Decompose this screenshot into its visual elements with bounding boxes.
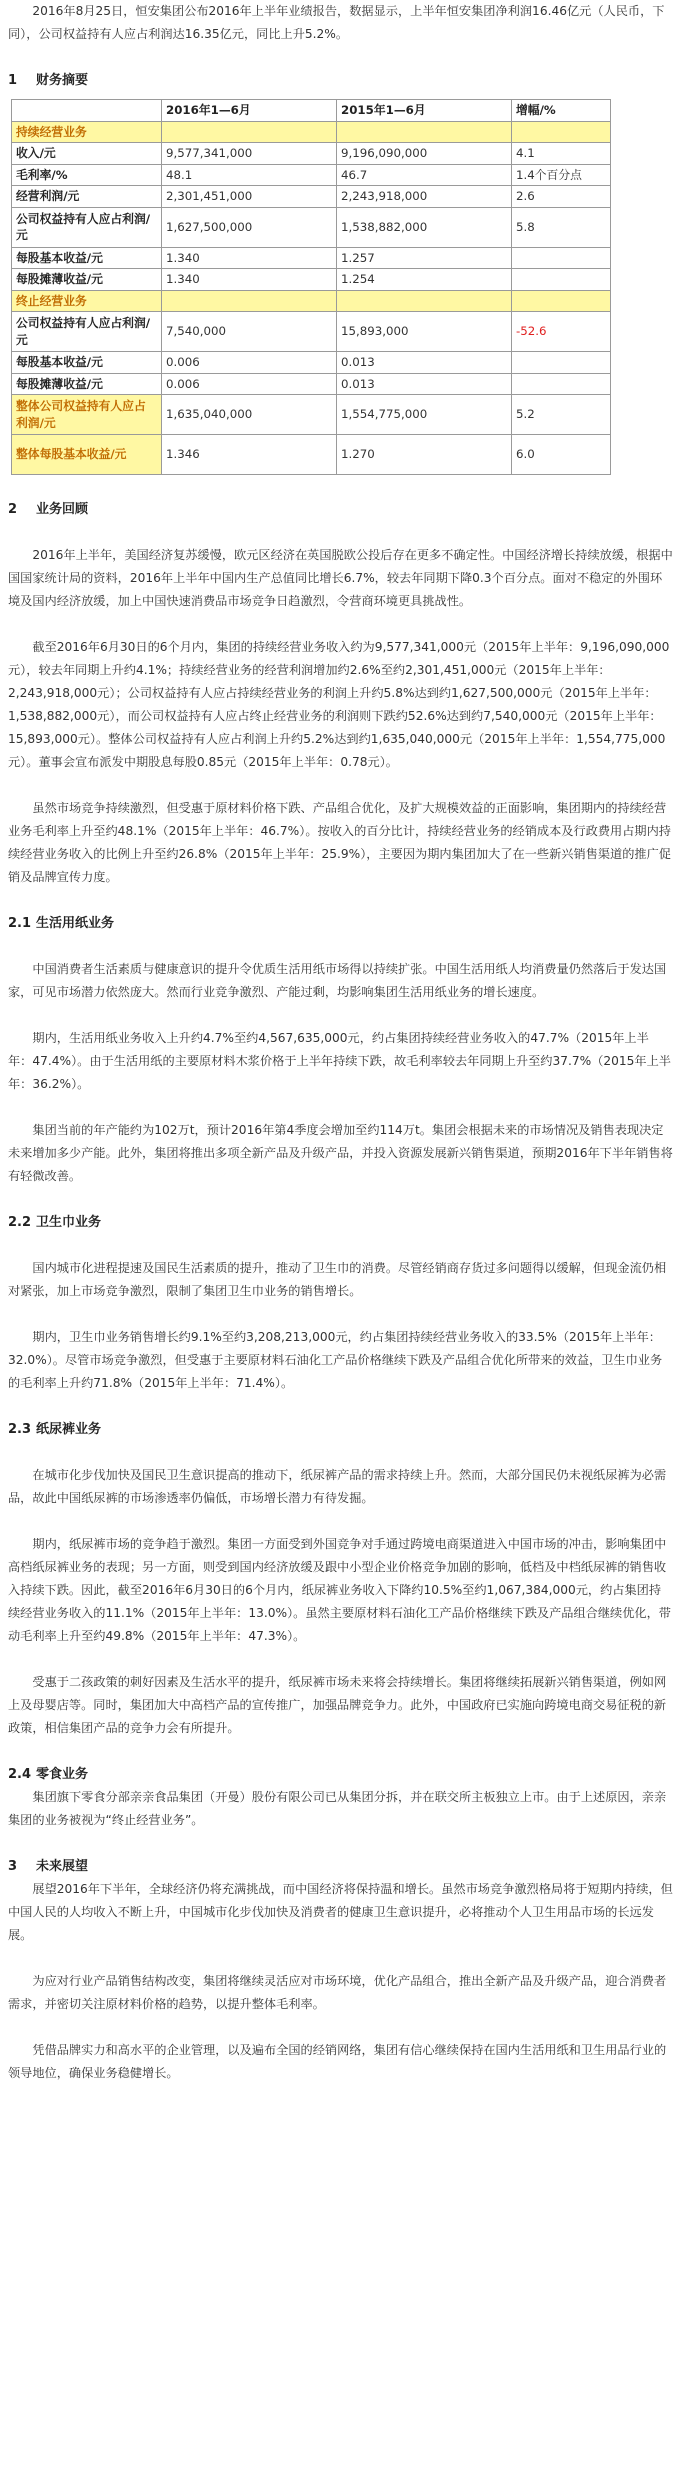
paragraph: 受惠于二孩政策的刺好因素及生活水平的提升，纸尿裤市场未来将会持续增长。集团将继续拓展新兴销售渠道，例如网上及母婴店等。同时，集团加大中高档产品的宣传推广，加强品牌竞争力。此外，中国政府已实施向跨境电商交易征税的新政策，相信集团产品的竞争力会有所提升。 [8, 1675, 667, 1735]
section-heading-sanitary-napkin [8, 1211, 673, 1234]
value-cell: 2,243,918,000 [337, 186, 512, 208]
value-cell [512, 247, 611, 269]
section-heading-outlook [8, 1855, 673, 1878]
value-cell: 0.006 [162, 373, 337, 395]
paragraph: 2016年上半年，美国经济复苏缓慢，欧元区经济在英国脱欧公投后存在更多不确定性。中国经济增长持续放缓，根据中国国家统计局的资料，2016年上半年中国内生产总值同比增长6.7%，较去年同期下降0.3个百分点。面对不稳定的外围环境及国内经济放缓，加上中国快速消费品市场竞争日趋激烈，令营商环境更具挑战性。 [8, 548, 673, 608]
paragraph: 期内，生活用纸业务收入上升约4.7%至约4,567,635,000元，约占集团持续经营业务收入的47.7%（2015年上半年：47.4%）。由于生活用纸的主要原材料木浆价格于上半年持续下跌，故毛利率较去年同期上升至约37.7%（2015年上半年：36.2%）。 [8, 1031, 671, 1091]
value-cell [512, 373, 611, 395]
table-row [12, 164, 611, 186]
header-cell: 2016年1—6月 [162, 100, 337, 122]
paragraph: 展望2016年下半年，全球经济仍将充满挑战，而中国经济将保持温和增长。虽然市场竞争激烈格局将于短期内持续，但中国人民的人均收入不断上升，中国城市化步伐加快及消费者的健康卫生意识提升，必将推动个人卫生用品市场的长远发展。 [8, 1882, 673, 1942]
paragraph: 集团旗下零食分部亲亲食品集团（开曼）股份有限公司已从集团分拆，并在联交所主板独立上市。由于上述原因，亲亲集团的业务被视为“终止经营业务”。 [8, 1790, 667, 1827]
value-cell [512, 352, 611, 374]
value-cell [512, 290, 611, 312]
section-number: 2.2 [8, 1215, 32, 1230]
value-cell [512, 121, 611, 143]
section-title: 纸尿裤业务 [36, 1422, 102, 1437]
financial-summary-table [11, 99, 611, 475]
paragraph: 虽然市场竞争持续激烈，但受惠于原材料价格下跌、产品组合优化，及扩大规模效益的正面影响，集团期内的持续经营业务毛利率上升至约48.1%（2015年上半年：46.7%）。按收入的百分比计，持续经营业务的经销成本及行政费用占期内持续经营业务收入的比例上升至约26.8%（2015年上半年：25.9%），主要因为期内集团加大了在一些新兴销售渠道的推广促销及品牌宣传力度。 [8, 801, 671, 884]
row-label-cell: 公司权益持有人应占利润/元 [12, 207, 162, 247]
intro-paragraph: 2016年8月25日，恒安集团公布2016年上半年业绩报告，数据显示，上半年恒安集团净利润16.46亿元（人民币，下同），公司权益持有人应占利润达16.35亿元，同比上升5.2%。 [8, 4, 665, 41]
value-cell: 6.0 [512, 435, 611, 475]
value-cell: 0.013 [337, 373, 512, 395]
row-label-cell: 每股摊薄收益/元 [12, 373, 162, 395]
value-cell: 0.013 [337, 352, 512, 374]
table-row [12, 312, 611, 352]
value-cell: 15,893,000 [337, 312, 512, 352]
table-row [12, 143, 611, 165]
value-cell: 1,627,500,000 [162, 207, 337, 247]
value-cell: 1,554,775,000 [337, 395, 512, 435]
value-cell: 1.340 [162, 247, 337, 269]
section-number: 2.1 [8, 916, 32, 931]
section-number: 3 [8, 1859, 18, 1874]
header-cell: 2015年1—6月 [337, 100, 512, 122]
section-body [8, 958, 673, 1211]
header-cell [12, 100, 162, 122]
value-cell: 7,540,000 [162, 312, 337, 352]
section-title: 生活用纸业务 [36, 916, 115, 931]
header-cell: 增幅/% [512, 100, 611, 122]
section-body [8, 544, 673, 912]
section-heading-financial-summary [8, 69, 673, 92]
row-label-cell: 收入/元 [12, 143, 162, 165]
value-cell: 46.7 [337, 164, 512, 186]
paragraph: 在城市化步伐加快及国民卫生意识提高的推动下，纸尿裤产品的需求持续上升。然而，大部分国民仍未视纸尿裤为必需品，故此中国纸尿裤的市场渗透率仍偏低，市场增长潜力有待发掘。 [8, 1468, 667, 1505]
value-cell: 1.254 [337, 269, 512, 291]
section-title: 未来展望 [36, 1859, 89, 1874]
table-row [12, 395, 611, 435]
section-body [8, 1257, 673, 1418]
value-cell: 9,196,090,000 [337, 143, 512, 165]
value-cell: 1.340 [162, 269, 337, 291]
value-cell [512, 269, 611, 291]
section-body [8, 1786, 673, 1855]
paragraph: 凭借品牌实力和高水平的企业管理，以及遍布全国的经销网络，集团有信心继续保持在国内生活用纸和卫生用品行业的领导地位，确保业务稳健增长。 [8, 2043, 667, 2080]
section-number: 2.3 [8, 1422, 32, 1437]
paragraph: 集团当前的年产能约为102万t，预计2016年第4季度会增加至约114万t。集团会根据未来的市场情况及销售表现决定未来增加多少产能。此外，集团将推出多项全新产品及升级产品，并投入资源发展新兴销售渠道，预期2016年下半年销售将有轻微改善。 [8, 1123, 673, 1183]
table-row [12, 373, 611, 395]
value-cell [162, 121, 337, 143]
value-cell [337, 290, 512, 312]
section-title: 财务摘要 [36, 73, 89, 88]
value-cell: 1.346 [162, 435, 337, 475]
section-title: 业务回顾 [36, 502, 89, 517]
value-cell: 48.1 [162, 164, 337, 186]
value-cell: 2,301,451,000 [162, 186, 337, 208]
table-row [12, 186, 611, 208]
value-cell [162, 290, 337, 312]
table-row [12, 435, 611, 475]
section-body [8, 1464, 673, 1763]
paragraph: 国内城市化进程提速及国民生活素质的提升，推动了卫生巾的消费。尽管经销商存货过多问题得以缓解，但现金流仍相对紧张，加上市场竞争激烈，限制了集团卫生巾业务的销售增长。 [8, 1261, 667, 1298]
value-cell: 1.270 [337, 435, 512, 475]
table-row [12, 247, 611, 269]
section-heading-tissue-paper [8, 912, 673, 935]
table-row [12, 290, 611, 312]
row-label-cell: 每股摊薄收益/元 [12, 269, 162, 291]
value-cell: -52.6 [512, 312, 611, 352]
row-label-cell: 持续经营业务 [12, 121, 162, 143]
section-title: 卫生巾业务 [36, 1215, 102, 1230]
section-body [8, 1878, 673, 2108]
section-number: 2 [8, 502, 18, 517]
table-row [12, 207, 611, 247]
table-header-row [12, 100, 611, 122]
value-cell: 5.2 [512, 395, 611, 435]
section-title: 零食业务 [36, 1767, 89, 1782]
value-cell: 5.8 [512, 207, 611, 247]
row-label-cell: 整体公司权益持有人应占利润/元 [12, 395, 162, 435]
row-label-cell: 整体每股基本收益/元 [12, 435, 162, 475]
table-row [12, 121, 611, 143]
value-cell: 4.1 [512, 143, 611, 165]
table-row [12, 269, 611, 291]
value-cell: 9,577,341,000 [162, 143, 337, 165]
row-label-cell: 毛利率/% [12, 164, 162, 186]
value-cell [337, 121, 512, 143]
row-label-cell: 公司权益持有人应占利润/元 [12, 312, 162, 352]
row-label-cell: 每股基本收益/元 [12, 247, 162, 269]
value-cell: 1,538,882,000 [337, 207, 512, 247]
value-cell: 1,635,040,000 [162, 395, 337, 435]
value-cell: 0.006 [162, 352, 337, 374]
paragraph: 为应对行业产品销售结构改变，集团将继续灵活应对市场环境，优化产品组合，推出全新产品及升级产品，迎合消费者需求，并密切关注原材料价格的趋势，以提升整体毛利率。 [8, 1974, 667, 2011]
section-heading-snacks [8, 1763, 673, 1786]
value-cell: 2.6 [512, 186, 611, 208]
value-cell: 1.4个百分点 [512, 164, 611, 186]
value-cell: 1.257 [337, 247, 512, 269]
section-heading-diapers [8, 1418, 673, 1441]
row-label-cell: 终止经营业务 [12, 290, 162, 312]
row-label-cell: 每股基本收益/元 [12, 352, 162, 374]
paragraph: 截至2016年6月30日的6个月内，集团的持续经营业务收入约为9,577,341,000元（2015年上半年：9,196,090,000元），较去年同期上升约4.1%；持续经营业务的经营利润增加约2.6%至约2,301,451,000元（2015年上半年：2,243,918,000元）；公司权益持有人应占持续经营业务的利润上升约5.8%达到约1,627,500,000元（2015年上半年：1,538,882,000元），而公司权益持有人应占终止经营业务的利润则下跌约52.6%达到约7,540,000元（2015年上半年：15,893,000元）。整体公司权益持有人应占利润上升约5.2%达到约1,635,040,000元（2015年上半年：1,554,775,000元）。董事会宣布派发中期股息每股0.85元（2015年上半年：0.78元）。 [8, 640, 670, 769]
row-label-cell: 经营利润/元 [12, 186, 162, 208]
section-number: 2.4 [8, 1767, 32, 1782]
table-row [12, 352, 611, 374]
section-heading-business-review [8, 498, 673, 521]
paragraph: 期内，卫生巾业务销售增长约9.1%至约3,208,213,000元，约占集团持续经营业务收入的33.5%（2015年上半年：32.0%）。尽管市场竞争激烈，但受惠于主要原材料石油化工产品价格继续下跌及产品组合优化所带来的效益，卫生巾业务的毛利率上升约71.8%（2015年上半年：71.4%）。 [8, 1330, 663, 1390]
paragraph: 期内，纸尿裤市场的竞争趋于激烈。集团一方面受到外国竞争对手通过跨境电商渠道进入中国市场的冲击，影响集团中高档纸尿裤业务的表现；另一方面，则受到国内经济放缓及跟中小型企业价格竞争加剧的影响，低档及中档纸尿裤的销售收入持续下跌。因此，截至2016年6月30日的6个月内，纸尿裤业务收入下降约10.5%至约1,067,384,000元，约占集团持续经营业务收入的11.1%（2015年上半年：13.0%）。虽然主要原材料石油化工产品价格继续下跌及产品组合继续优化，带动毛利率上升至约49.8%（2015年上半年：47.3%）。 [8, 1537, 671, 1643]
section-number: 1 [8, 73, 18, 88]
paragraph: 中国消费者生活素质与健康意识的提升令优质生活用纸市场得以持续扩张。中国生活用纸人均消费量仍然落后于发达国家，可见市场潜力依然庞大。然而行业竞争激烈、产能过剩，均影响集团生活用纸业务的增长速度。 [8, 962, 667, 999]
